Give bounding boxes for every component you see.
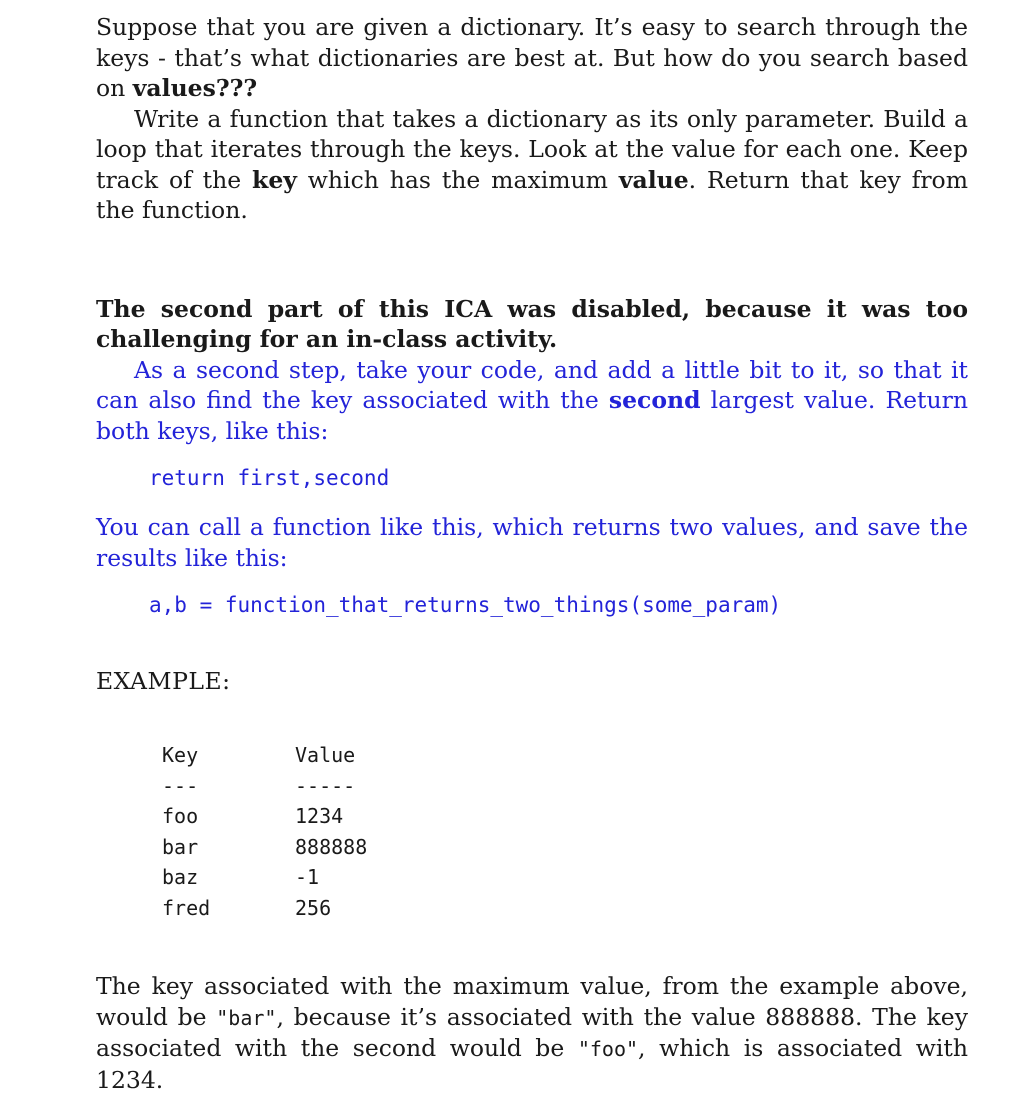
table-cell-key: fred xyxy=(162,895,211,920)
intro-bold-key: key xyxy=(252,165,297,194)
conclusion-text-a: The key associated with the maximum value, from the example above, would be xyxy=(96,972,968,1031)
example-table xyxy=(162,740,367,923)
table-header-value: Value xyxy=(295,743,356,768)
table-cell-value: 888888 xyxy=(295,834,368,859)
table-row xyxy=(162,801,367,832)
table-cell-value: 1234 xyxy=(295,804,344,829)
intro-text-1: Suppose that you are given a dictionary. It’s easy to search through the keys - that’s what dictionaries are best at. But how do you search based on xyxy=(96,13,968,102)
table-header-key: Key xyxy=(162,743,199,768)
conclusion-code-foo: "foo" xyxy=(577,1037,639,1061)
second-part-heading: The second part of this ICA was disabled, because it was too challenging for an in-class activity. xyxy=(96,294,968,353)
intro-bold-value: value xyxy=(618,165,689,194)
document-page xyxy=(96,12,968,1095)
table-cell-key: foo xyxy=(162,804,199,829)
conclusion-text-b: , because it’s associated with the value 888888. The key associated with the second would be xyxy=(96,1002,968,1062)
table-underline-row xyxy=(162,771,367,802)
code-function-call: a,b = function_that_returns_two_things(some_param) xyxy=(149,593,782,617)
second-part-paragraph-1 xyxy=(96,355,968,447)
intro-text-2c: . Return that key from the function. xyxy=(96,165,968,224)
second-part-text-1a: As a second step, take your code, and add a little bit to it, so that it can also find the key associated with the xyxy=(96,355,968,414)
table-row xyxy=(162,832,367,863)
conclusion-paragraph xyxy=(96,971,968,1095)
intro-text-2a: Write a function that takes a dictionary as its only parameter. Build a loop that iterates through the keys. Look at the value for each one. Keep track of the xyxy=(96,104,968,194)
second-part-bold-second: second xyxy=(608,386,701,414)
intro-paragraph-1 xyxy=(96,12,968,104)
intro-bold-values: values??? xyxy=(132,74,258,102)
intro-paragraph-2 xyxy=(96,104,968,226)
second-part-paragraph-2: You can call a function like this, which returns two values, and save the results like this: xyxy=(96,513,968,572)
table-underline-value: ----- xyxy=(295,773,356,798)
table-row xyxy=(162,893,367,924)
table-cell-value: 256 xyxy=(295,895,332,920)
code-return-statement: return first,second xyxy=(149,466,390,490)
example-label: EXAMPLE: xyxy=(96,667,231,695)
second-part-text-1b: largest value. Return both keys, like this: xyxy=(96,386,968,445)
table-cell-key: baz xyxy=(162,865,199,890)
conclusion-text-c: , which is associated with 1234. xyxy=(96,1034,968,1094)
table-underline-key: --- xyxy=(162,773,199,798)
intro-text-2b: which has the maximum xyxy=(296,165,619,194)
table-row xyxy=(162,862,367,893)
conclusion-code-bar: "bar" xyxy=(216,1005,277,1030)
table-header-row xyxy=(162,740,367,771)
table-cell-key: bar xyxy=(162,834,199,859)
table-cell-value: -1 xyxy=(295,865,320,890)
